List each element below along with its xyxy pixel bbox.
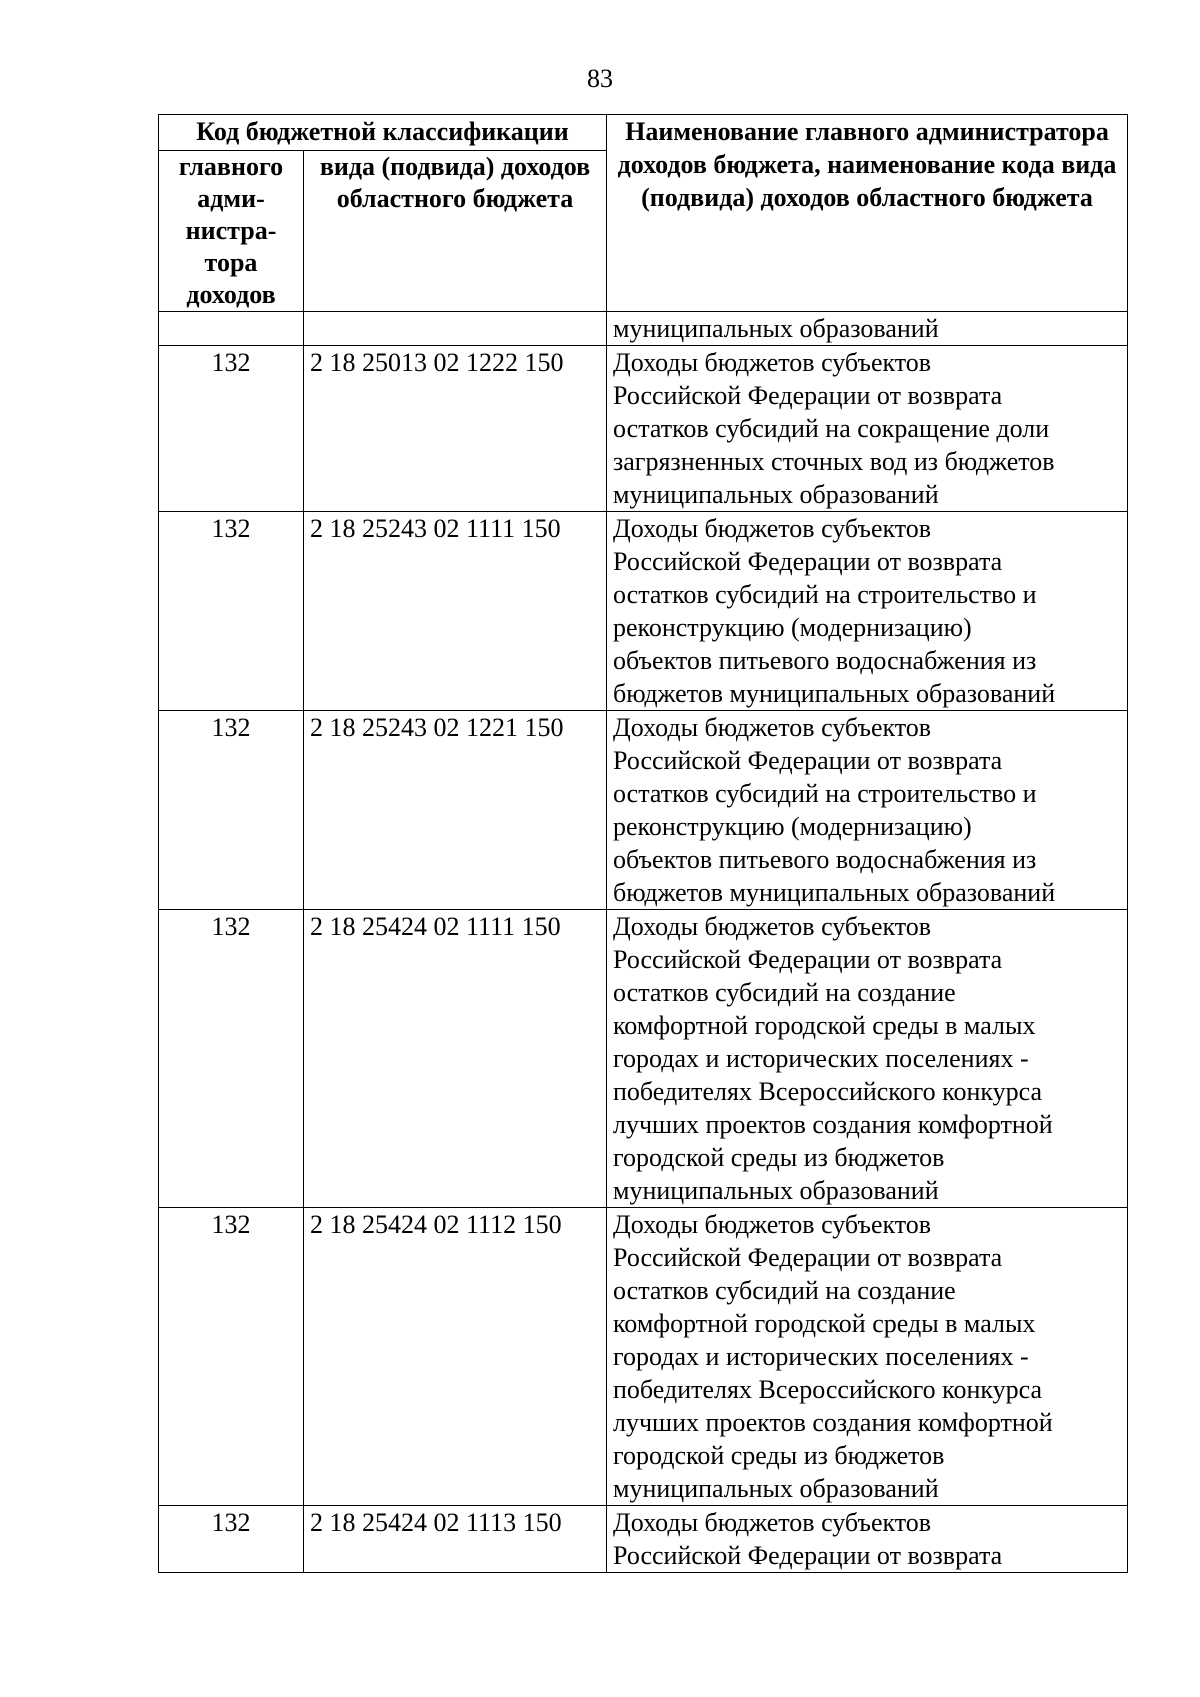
cell-admin xyxy=(159,312,304,346)
cell-name: Доходы бюджетов субъектов Российской Федерации от возврата остатков субсидий на строительство и реконструкцию (модернизацию) объектов питьевого водоснабжения из бюджетов муниципальных образований xyxy=(607,711,1128,910)
cell-admin: 132 xyxy=(159,711,304,910)
cell-name: Доходы бюджетов субъектов Российской Федерации от возврата остатков субсидий на сокращение доли загрязненных сточных вод из бюджетов муниципальных образований xyxy=(607,346,1128,512)
table-row xyxy=(159,346,1128,512)
cell-admin: 132 xyxy=(159,512,304,711)
cell-admin: 132 xyxy=(159,346,304,512)
cell-admin: 132 xyxy=(159,910,304,1208)
cell-code: 2 18 25424 02 1113 150 xyxy=(304,1506,607,1573)
budget-classification-table xyxy=(158,114,1128,1573)
header-admin xyxy=(159,151,304,312)
cell-code: 2 18 25424 02 1111 150 xyxy=(304,910,607,1208)
cell-admin: 132 xyxy=(159,1506,304,1573)
header-row-group xyxy=(159,115,1128,151)
header-name: Наименование главного администратора доходов бюджета, наименование кода вида (подвида) доходов областного бюджета xyxy=(607,115,1128,312)
page-number: 83 xyxy=(587,64,613,93)
cell-name: Доходы бюджетов субъектов Российской Федерации от возврата остатков субсидий на создание комфортной городской среды в малых городах и исторических поселениях - победителях Всероссийского конкурса лучших проектов создания комфортной городской среды из бюджетов муниципальных образований xyxy=(607,910,1128,1208)
table-row xyxy=(159,312,1128,346)
header-admin-text: главного адми- нистра- тора доходов xyxy=(178,152,284,309)
header-code: вида (подвида) доходов областного бюджета xyxy=(304,151,607,312)
table-row xyxy=(159,512,1128,711)
cell-code: 2 18 25243 02 1111 150 xyxy=(304,512,607,711)
cell-admin: 132 xyxy=(159,1208,304,1506)
cell-code: 2 18 25243 02 1221 150 xyxy=(304,711,607,910)
table-row xyxy=(159,1208,1128,1506)
table-row xyxy=(159,1506,1128,1573)
cell-name: Доходы бюджетов субъектов Российской Федерации от возврата остатков субсидий на создание комфортной городской среды в малых городах и исторических поселениях - победителях Всероссийского конкурса лучших проектов создания комфортной городской среды из бюджетов муниципальных образований xyxy=(607,1208,1128,1506)
cell-name: муниципальных образований xyxy=(607,312,1128,346)
table-body xyxy=(159,312,1128,1573)
cell-code: 2 18 25424 02 1112 150 xyxy=(304,1208,607,1506)
cell-code xyxy=(304,312,607,346)
table-row xyxy=(159,910,1128,1208)
cell-code: 2 18 25013 02 1222 150 xyxy=(304,346,607,512)
cell-name: Доходы бюджетов субъектов Российской Федерации от возврата xyxy=(607,1506,1128,1573)
cell-name: Доходы бюджетов субъектов Российской Федерации от возврата остатков субсидий на строительство и реконструкцию (модернизацию) объектов питьевого водоснабжения из бюджетов муниципальных образований xyxy=(607,512,1128,711)
table-row xyxy=(159,711,1128,910)
header-group-budget-code: Код бюджетной классификации xyxy=(159,115,607,151)
